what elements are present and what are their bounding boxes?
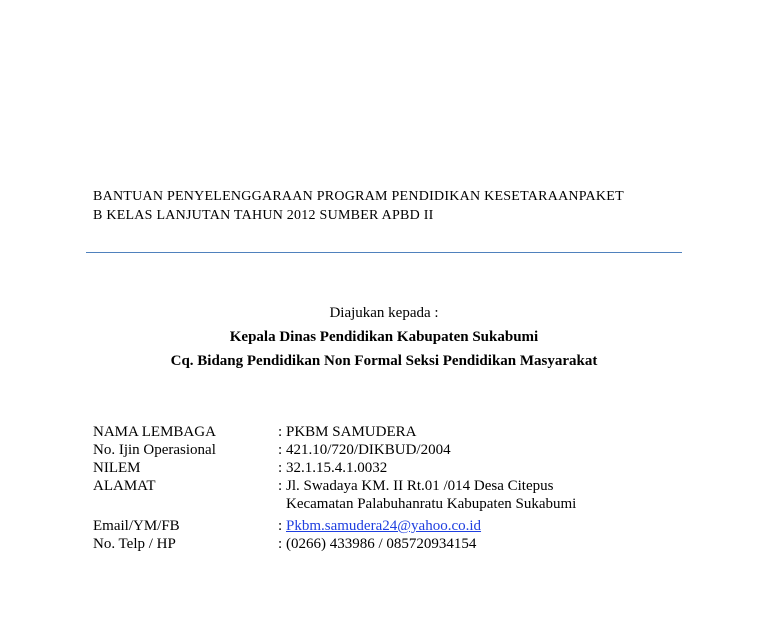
institution-info	[93, 423, 693, 553]
divider-line	[86, 252, 682, 253]
title-line-2: B KELAS LANJUTAN TAHUN 2012 SUMBER APBD II	[93, 208, 434, 223]
recipient-line-1: Kepala Dinas Pendidikan Kabupaten Sukabumi	[229, 329, 539, 345]
document-title	[93, 187, 693, 225]
info-label: NAMA LEMBAGA	[93, 424, 216, 440]
info-value: 32.1.15.4.1.0032	[286, 460, 388, 476]
recipient-intro: Diajukan kepada :	[329, 305, 439, 321]
info-row-alamat	[93, 477, 693, 495]
recipient-block	[0, 301, 768, 373]
info-value: PKBM SAMUDERA	[286, 424, 417, 440]
title-line-1: BANTUAN PENYELENGGARAAN PROGRAM PENDIDIKAN KESETARAANPAKET	[93, 189, 624, 204]
info-row-telp	[93, 535, 693, 553]
info-colon: :	[278, 478, 283, 494]
info-value: Jl. Swadaya KM. II Rt.01 /014 Desa Citepus	[286, 478, 554, 494]
info-label: No. Telp / HP	[93, 536, 176, 552]
recipient-line-2: Cq. Bidang Pendidikan Non Formal Seksi Pendidikan Masyarakat	[170, 353, 598, 369]
info-colon: :	[278, 518, 283, 534]
info-colon: :	[278, 424, 283, 440]
info-value: 421.10/720/DIKBUD/2004	[286, 442, 451, 458]
info-row-ijin-operasional	[93, 441, 693, 459]
info-colon: :	[278, 460, 283, 476]
info-row-nilem	[93, 459, 693, 477]
info-label: No. Ijin Operasional	[93, 442, 216, 458]
info-row-email	[93, 517, 693, 535]
info-row-nama-lembaga	[93, 423, 693, 441]
info-label: NILEM	[93, 460, 141, 476]
info-alamat-continuation: Kecamatan Palabuhanratu Kabupaten Sukabumi	[286, 496, 577, 512]
info-colon: :	[278, 442, 283, 458]
email-link[interactable]: Pkbm.samudera24@yahoo.co.id	[286, 518, 482, 534]
info-label: ALAMAT	[93, 478, 156, 494]
info-value: (0266) 433986 / 085720934154	[286, 536, 477, 552]
info-label: Email/YM/FB	[93, 518, 180, 534]
info-colon: :	[278, 536, 283, 552]
